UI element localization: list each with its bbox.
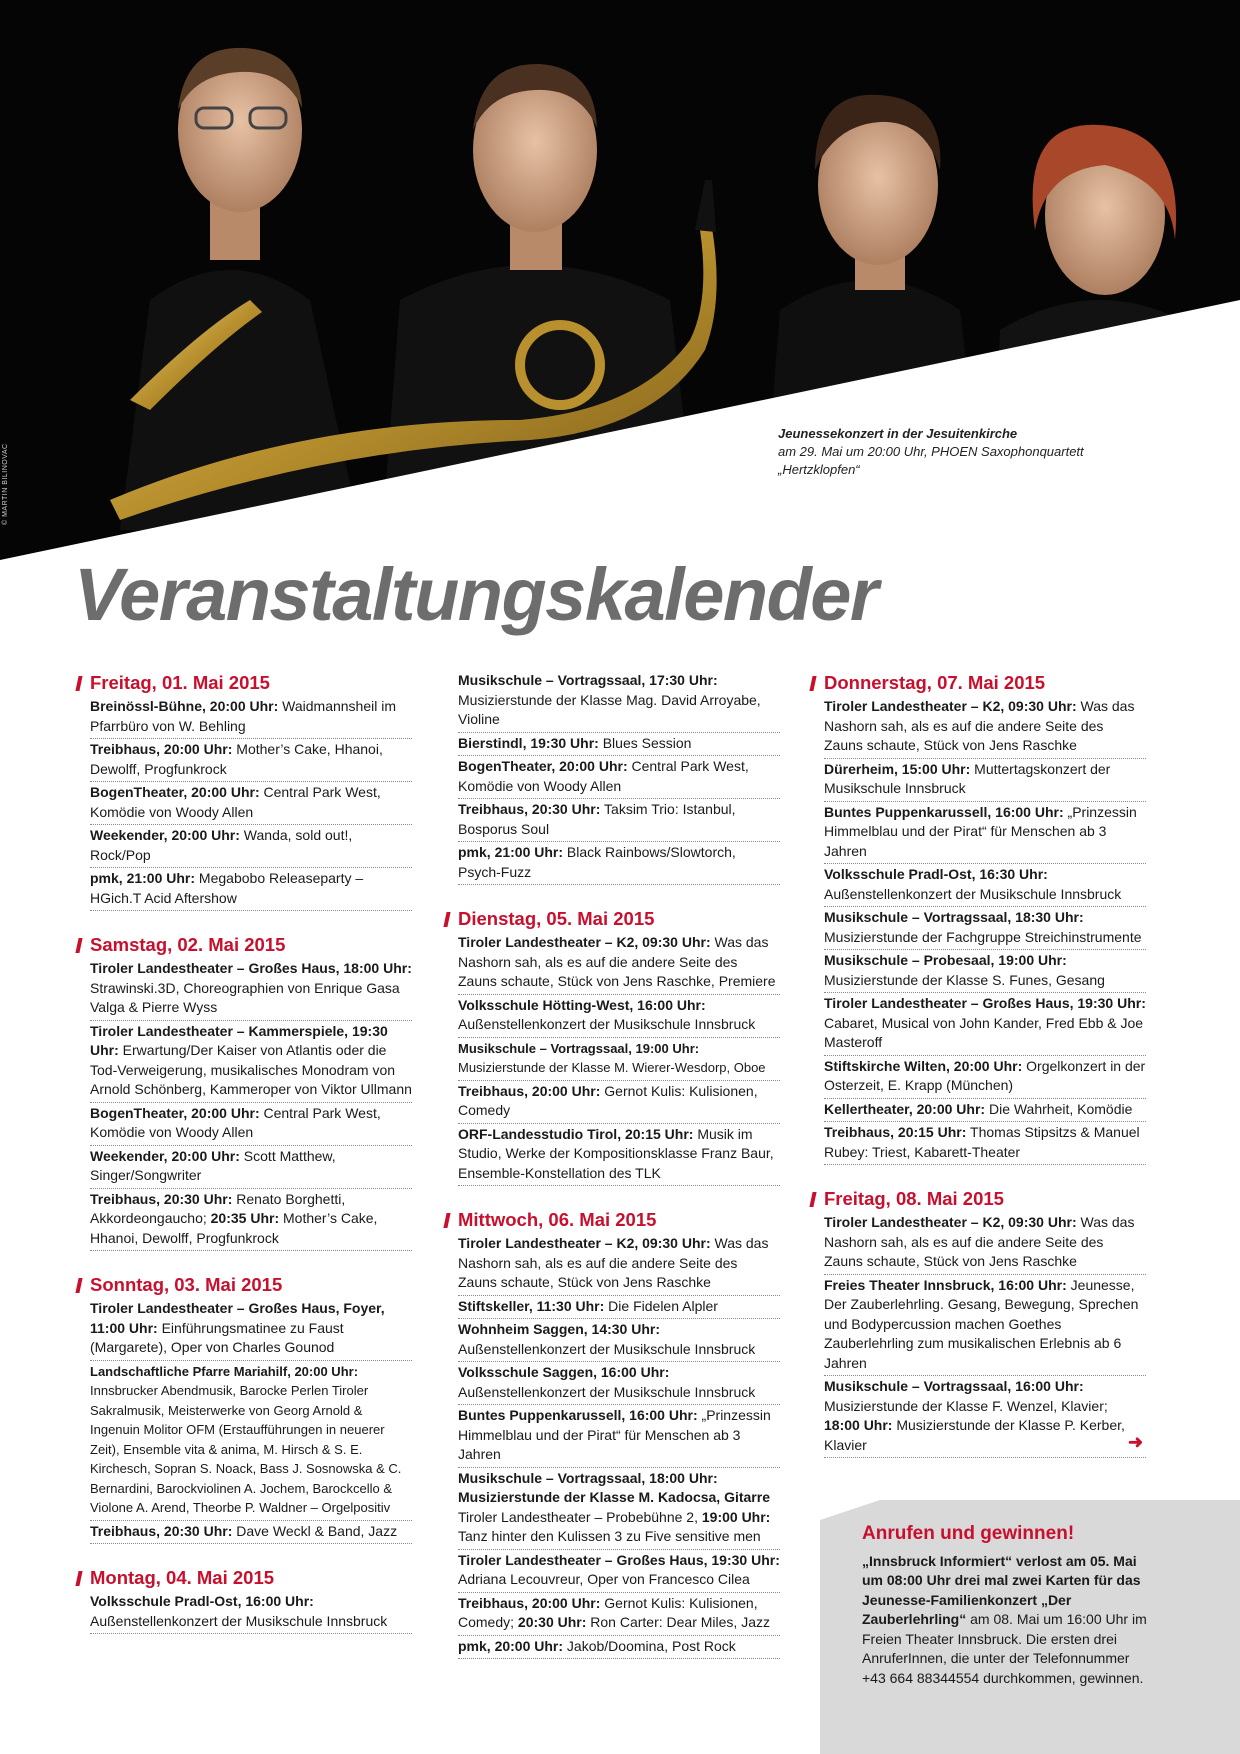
- event-entry: Musikschule – Vortragssaal, 17:30 Uhr: Musizierstunde der Klasse Mag. David Arroyabe, Violine: [458, 670, 780, 733]
- page-title: Veranstaltungskalender: [74, 553, 878, 636]
- event-entry: Treibhaus, 20:30 Uhr: Renato Borghetti, Akkordeongaucho; 20:35 Uhr: Mother’s Cake, Hhanoi, Dewolff, Progfunkrock: [90, 1189, 412, 1252]
- continue-arrow-icon: ➜: [1128, 1432, 1144, 1452]
- day-block: [74, 934, 412, 1251]
- promo-text: am 08. Mai um 16:00 Uhr im Freien Theater Innsbruck. Die ersten drei AnruferInnen, die unter der Telefonnummer +43 664 88344554 durchkommen, gewinnen.: [862, 1611, 1147, 1686]
- day-block: [442, 908, 780, 1186]
- event-entry: Treibhaus, 20:30 Uhr: Taksim Trio: Istanbul, Bosporus Soul: [458, 799, 780, 842]
- event-entry: Musikschule – Vortragssaal, 18:30 Uhr: Musizierstunde der Fachgruppe Streichinstrumente: [824, 907, 1146, 950]
- event-entry: Volksschule Saggen, 16:00 Uhr: Außenstellenkonzert der Musikschule Innsbruck: [458, 1362, 780, 1405]
- day-heading: Sonntag, 03. Mai 2015: [74, 1274, 412, 1296]
- event-entry: Treibhaus, 20:00 Uhr: Gernot Kulis: Kulisionen, Comedy; 20:30 Uhr: Ron Carter: Dear Miles, Jazz: [458, 1593, 780, 1636]
- day-heading: Freitag, 01. Mai 2015: [74, 672, 412, 694]
- day-heading: Mittwoch, 06. Mai 2015: [442, 1209, 780, 1231]
- event-entry: Treibhaus, 20:00 Uhr: Mother’s Cake, Hhanoi, Dewolff, Progfunkrock: [90, 739, 412, 782]
- day-heading: Freitag, 08. Mai 2015: [808, 1188, 1146, 1210]
- event-entry: BogenTheater, 20:00 Uhr: Central Park West, Komödie von Woody Allen: [90, 782, 412, 825]
- event-entry: Kellertheater, 20:00 Uhr: Die Wahrheit, Komödie: [824, 1099, 1146, 1123]
- event-entry: Weekender, 20:00 Uhr: Scott Matthew, Singer/Songwriter: [90, 1146, 412, 1189]
- caption-title: Jeunessekonzert in der Jesuitenkirche: [778, 426, 1018, 441]
- photo-credit: © MARTIN BILINOVAC: [2, 443, 9, 525]
- column-2: [442, 670, 780, 1664]
- event-entry: Buntes Puppenkarussell, 16:00 Uhr: „Prinzessin Himmelblau und der Pirat“ für Menschen ab 3 Jahren: [824, 802, 1146, 865]
- event-entry: Wohnheim Saggen, 14:30 Uhr: Außenstellenkonzert der Musikschule Innsbruck: [458, 1319, 780, 1362]
- event-entry: Tiroler Landestheater – K2, 09:30 Uhr: Was das Nashorn sah, als es auf die andere Seite des Zauns schaute, Stück von Jens Raschke, Premiere: [458, 932, 780, 995]
- event-entry: Stiftskeller, 11:30 Uhr: Die Fidelen Alpler: [458, 1296, 780, 1320]
- event-entry: Volksschule Pradl-Ost, 16:30 Uhr: Außenstellenkonzert der Musikschule Innsbruck: [824, 864, 1146, 907]
- event-entry: Tiroler Landestheater – K2, 09:30 Uhr: Was das Nashorn sah, als es auf die andere Seite des Zauns schaute, Stück von Jens Raschke: [458, 1233, 780, 1296]
- day-heading: Dienstag, 05. Mai 2015: [442, 908, 780, 930]
- event-entry: Volksschule Hötting-West, 16:00 Uhr: Außenstellenkonzert der Musikschule Innsbruck: [458, 995, 780, 1038]
- day-block: [74, 1274, 412, 1544]
- event-entry: Treibhaus, 20:15 Uhr: Thomas Stipsitzs & Manuel Rubey: Triest, Kabarett-Theater: [824, 1122, 1146, 1165]
- day-heading: Montag, 04. Mai 2015: [74, 1567, 412, 1589]
- event-entry: Treibhaus, 20:00 Uhr: Gernot Kulis: Kulisionen, Comedy: [458, 1081, 780, 1124]
- event-entry: Musikschule – Vortragssaal, 18:00 Uhr: Musizierstunde der Klasse M. Kadocsa, Gitarre Tiroler Landestheater – Probebühne 2, 19:00 Uhr: Tanz hinter den Kulissen 3 zu Five sensitive men: [458, 1468, 780, 1550]
- promo-bold-text: „Innsbruck Informiert“ verlost am 05. Mai um 08:00 Uhr drei mal zwei Karten für das Jeunesse-Familienkonzert „Der Zauberlehrling“: [862, 1552, 1141, 1627]
- event-entry: Tiroler Landestheater – Großes Haus, Foyer, 11:00 Uhr: Einführungsmatinee zu Faust (Margarete), Oper von Charles Gounod: [90, 1298, 412, 1361]
- event-entry: Musikschule – Vortragssaal, 19:00 Uhr: Musizierstunde der Klasse M. Wierer-Wesdorp, Oboe: [458, 1038, 780, 1081]
- event-entry: Landschaftliche Pfarre Mariahilf, 20:00 Uhr: Innsbrucker Abendmusik, Barocke Perlen Tiroler Sakralmusik, Meisterwerke von Georg Arnold & Ingenuin Molitor OFM (Erstaufführungen in neuerer Zeit), Ensemble vita & anima, M. Hirsch & S. E. Kirchesch, Sopran S. Noack, Bass J. Sosnowska & C. Bernardini, Barockviolinen A. Jochem, Barockcello & Violone A. Arend, Theorbe P. Waldner – Orgelpositiv: [90, 1361, 412, 1521]
- photo-caption: [778, 425, 1084, 479]
- day-block: [442, 670, 780, 885]
- event-entry: Tiroler Landestheater – K2, 09:30 Uhr: Was das Nashorn sah, als es auf die andere Seite des Zauns schaute, Stück von Jens Raschke: [824, 1212, 1146, 1275]
- day-block: [442, 1209, 780, 1659]
- promo-box: [820, 1500, 1240, 1754]
- day-heading: Donnerstag, 07. Mai 2015: [808, 672, 1146, 694]
- event-entry: pmk, 20:00 Uhr: Jakob/Doomina, Post Rock: [458, 1636, 780, 1660]
- event-entry: Freies Theater Innsbruck, 16:00 Uhr: Jeunesse, Der Zauberlehrling. Gesang, Bewegung, Sprechen und Bodypercussion machen Goethes Zauberlehrling zum musikalischen Erlebnis ab 6 Jahren: [824, 1275, 1146, 1377]
- promo-title: Anrufen und gewinnen!: [862, 1523, 1075, 1544]
- day-block: [808, 1188, 1146, 1458]
- event-entry: Weekender, 20:00 Uhr: Wanda, sold out!, Rock/Pop: [90, 825, 412, 868]
- column-3: [808, 672, 1146, 1463]
- event-entry: Tiroler Landestheater – Großes Haus, 19:30 Uhr: Adriana Lecouvreur, Oper von Francesco Cilea: [458, 1550, 780, 1593]
- event-entry: Dürerheim, 15:00 Uhr: Muttertagskonzert der Musikschule Innsbruck: [824, 759, 1146, 802]
- caption-line: am 29. Mai um 20:00 Uhr, PHOEN Saxophonquartett: [778, 444, 1084, 459]
- event-entry: Tiroler Landestheater – Großes Haus, 18:00 Uhr: Strawinski.3D, Choreographien von Enrique Gasa Valga & Pierre Wyss: [90, 958, 412, 1021]
- event-entry: Bierstindl, 19:30 Uhr: Blues Session: [458, 733, 780, 757]
- event-entry: Musikschule – Vortragssaal, 16:00 Uhr: Musizierstunde der Klasse F. Wenzel, Klavier; 18:00 Uhr: Musizierstunde der Klasse P. Kerber, Klavier: [824, 1376, 1146, 1458]
- day-block: [74, 672, 412, 911]
- event-entry: Treibhaus, 20:30 Uhr: Dave Weckl & Band, Jazz: [90, 1521, 412, 1545]
- event-entry: Stiftskirche Wilten, 20:00 Uhr: Orgelkonzert in der Osterzeit, E. Krapp (München): [824, 1056, 1146, 1099]
- event-entry: Buntes Puppenkarussell, 16:00 Uhr: „Prinzessin Himmelblau und der Pirat“ für Menschen ab 3 Jahren: [458, 1405, 780, 1468]
- event-entry: ORF-Landesstudio Tirol, 20:15 Uhr: Musik im Studio, Werke der Kompositionsklasse Franz Baur, Ensemble-Konstellation des TLK: [458, 1124, 780, 1187]
- day-block: [808, 672, 1146, 1165]
- event-entry: BogenTheater, 20:00 Uhr: Central Park West, Komödie von Woody Allen: [458, 756, 780, 799]
- event-entry: pmk, 21:00 Uhr: Black Rainbows/Slowtorch, Psych-Fuzz: [458, 842, 780, 885]
- event-entry: Tiroler Landestheater – Großes Haus, 19:30 Uhr: Cabaret, Musical von John Kander, Fred Ebb & Joe Masteroff: [824, 993, 1146, 1056]
- event-entry: Tiroler Landestheater – Kammerspiele, 19:30 Uhr: Erwartung/Der Kaiser von Atlantis oder die Tod-Verweigerung, musikalisches Monodram von Arnold Schönberg, Kammeroper von Viktor Ullmann: [90, 1021, 412, 1103]
- day-heading: Samstag, 02. Mai 2015: [74, 934, 412, 956]
- column-1: [74, 672, 412, 1639]
- caption-line: „Hertzklopfen“: [778, 462, 860, 477]
- event-entry: Musikschule – Probesaal, 19:00 Uhr: Musizierstunde der Klasse S. Funes, Gesang: [824, 950, 1146, 993]
- day-block: [74, 1567, 412, 1634]
- event-entry: Volksschule Pradl-Ost, 16:00 Uhr: Außenstellenkonzert der Musikschule Innsbruck: [90, 1591, 412, 1634]
- event-entry: BogenTheater, 20:00 Uhr: Central Park West, Komödie von Woody Allen: [90, 1103, 412, 1146]
- event-entry: Tiroler Landestheater – K2, 09:30 Uhr: Was das Nashorn sah, als es auf die andere Seite des Zauns schaute, Stück von Jens Raschke: [824, 696, 1146, 759]
- event-entry: Breinössl-Bühne, 20:00 Uhr: Waidmannsheil im Pfarrbüro von W. Behling: [90, 696, 412, 739]
- event-entry: pmk, 21:00 Uhr: Megabobo Releaseparty – HGich.T Acid Aftershow: [90, 868, 412, 911]
